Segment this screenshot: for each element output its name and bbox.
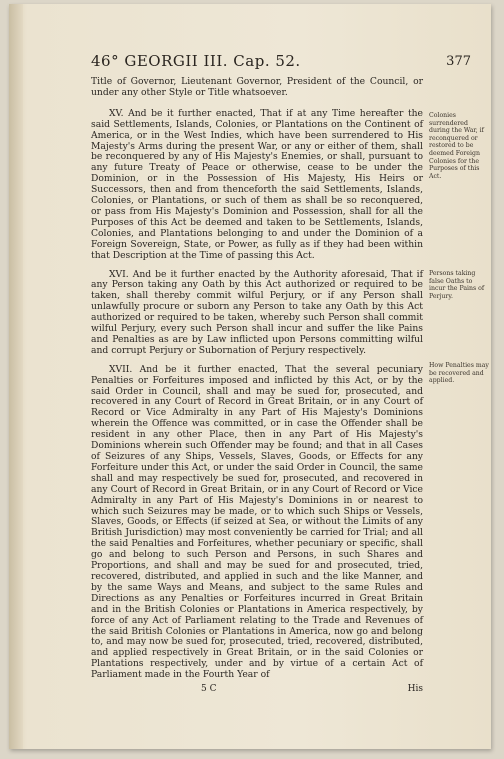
body-text (91, 77, 423, 689)
paragraph-section-xv: XV. And be it further enacted, That if at any Time hereafter the said Settlements, Islands, Colonies, or Plantations on the Continent of America, or in the West Indies, which have been surrendered to His Majesty's Arms during the present War, or any or either of them, shall be reconquered by any of His Majesty's Enemies, or shall, pursuant to any future Treaty of Peace or otherwise, cease to be under the Dominion, or in the Possession of His Majesty, His Heirs or Successors, then and from thenceforth the said Settlements, Islands, Colonies, or Plantations, or such of them as shall be so reconquered, or pass from His Majesty's Dominion and Possession, shall for all the Purposes of this Act be deemed and taken to be Settlements, Islands, Colonies, and Plantations belonging to and under the Dominion of a Foreign Sovereign, State, or Power, as fully as if they had been within that Description at the Time of passing this Act. (91, 107, 423, 261)
catchword: His (407, 684, 423, 694)
paragraph-continuation: Title of Governor, Lieutenant Governor, President of the Council, or under any other Style or Title whatsoever. (91, 76, 423, 98)
paragraph-section-xvi: XVI. And be it further enacted by the Authority aforesaid, That if any Person taking any Oath by this Act authorized or required to be taken, shall thereby commit wilful Perjury, or if any Person shall unlawfully procure or suborn any Person to take any Oath by this Act authorized or required to be taken, whereby such Person shall commit wilful Perjury, every such Person shall incur and suffer the like Pains and Penalties as are by Law inflicted upon Persons committing wilful and corrupt Perjury or Subornation of Perjury respectively. (91, 268, 423, 356)
margin-note-penalties: How Penalties may be recovered and applied. (429, 362, 489, 385)
margin-note-perjury: Persons taking false Oaths to incur the Pains of Perjury. (429, 270, 485, 300)
page-binding-edge (9, 4, 23, 749)
page-header (91, 52, 471, 76)
page-footer (91, 684, 423, 698)
signature-mark: 5 C (201, 684, 217, 694)
page-number: 377 (446, 54, 471, 69)
document-page (9, 4, 491, 749)
running-head: 46° GEORGII III. Cap. 52. (91, 52, 301, 70)
margin-note-colonies: Colonies surrendered during the War, if reconquered or restored to be deemed Foreign Colonies for the Purposes of this Act. (429, 112, 484, 180)
paragraph-section-xvii: XVII. And be it further enacted, That the several pecuniary Penalties or Forfeitures imposed and inflicted by this Act, or by the said Order in Council, shall and may be sued for, prosecuted, and recovered in any Court of Record in Great Britain, or in any Court of Record or Vice Admiralty in any Part of His Majesty's Dominions wherein the Offence was committed, or in case the Offender shall be resident in any other Place, then in any Part of His Majesty's Dominions wherein such Offender may be found; and that in all Cases of Seizures of any Ships, Vessels, Slaves, Goods, or Effects for any Forfeiture under this Act, or under the said Order in Council, the same shall and may respectively be sued for, prosecuted, and recovered in any Court of Record in Great Britain, or in any Court of Record or Vice Admiralty in any Part of His Majesty's Dominions in or nearest to which such Seizures may be made, or to which such Ships or Vessels, Slaves, Goods, or Effects (if seized at Sea, or without the Limits of any British Jurisdiction) may most conveniently be carried for Trial; and all the said Penalties and Forfeitures, whether pecuniary or specific, shall go and belong to such Person and Persons, in such Shares and Proportions, and shall and may be sued for and prosecuted, tried, recovered, distributed, and applied in such and the like Manner, and by the same Ways and Means, and subject to the same Rules and Directions as any Penalties or Forfeitures incurred in Great Britain and in the British Colonies or Plantations in America respectively, by force of any Act of Parliament relating to the Trade and Revenues of the said British Colonies or Plantations in America, now go and belong to, and may now be sued for, prosecuted, tried, recovered, distributed, and applied respectively in Great Britain, or in the said Colonies or Plantations respectively, under and by virtue of a certain Act of Parliament made in the Fourth Year of (91, 363, 423, 681)
